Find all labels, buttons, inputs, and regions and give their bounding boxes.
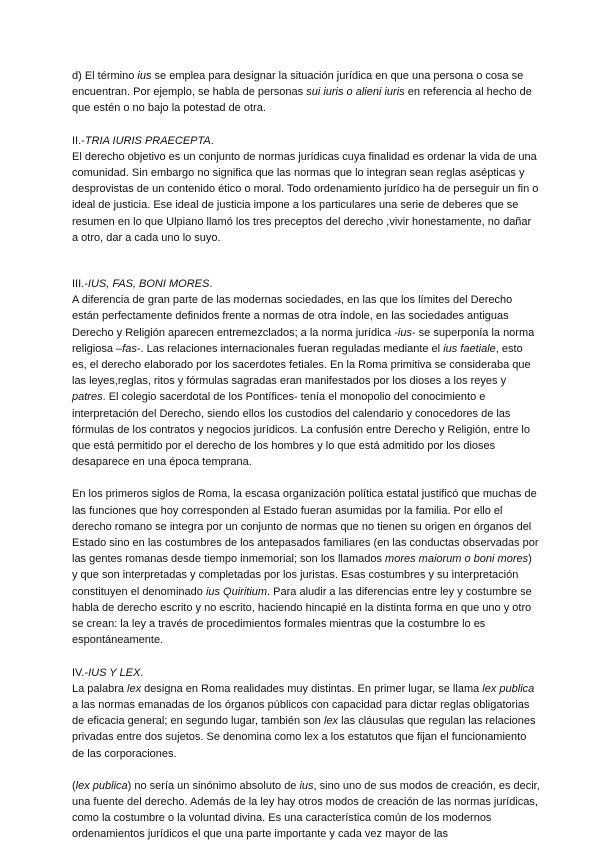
heading-tria-iuris-praecepta: II.-TRIA IURIS PRAECEPTA.	[72, 134, 214, 147]
paragraph-derecho-religion: A diferencia de gran parte de las modernas sociedades, en las que los límites del Derecho están perfectamente definidos frente a normas de otra índole, en las sociedades antiguas Derecho y Religión aparecen entremezclados; a la norma jurídica -ius- se superponía la norma religiosa –fas-. Las relaciones internacionales fueran reguladas mediante el ius faetiale, esto es, el derecho elaborado por los sacerdotes fetiales. En la Roma primitiva se consideraba que las leyes,reglas, ritos y fórmulas sagradas eran manifestados por los dioses a los reyes y patres. El colegio sacerdotal de los Pontífices- tenía el monopolio del conocimiento e interpretación del Derecho, siendo ellos los custodios del calendario y conocedores de las fórmulas de los contratos y negocios jurídicos. La confusión entre Derecho y Religión, entre lo que está permitido por el derecho de los hombres y lo que está admitido por los dioses desaparece en una época temprana.	[72, 294, 535, 469]
paragraph-palabra-lex: La palabra lex designa en Roma realidades muy distintas. En primer lugar, se llama lex publica a las normas emanadas de los órganos públicos con capacidad para dictar reglas obligatorias de eficacia general; en segundo lugar, también son lex las cláusulas que regulan las relaciones privadas entre dos sujetos. Se denomina como lex a los estatutos que fijan el funcionamiento de las corporaciones.	[72, 682, 536, 760]
paragraph-tria-iuris: El derecho objetivo es un conjunto de normas jurídicas cuya finalidad es ordenar la vida de una comunidad. Sin embargo no significa que las normas que lo integran sean reglas asépticas y desprovistas de un contenido ético o moral. Todo ordenamiento jurídico ha de perseguir un fin o ideal de justicia. Ese ideal de justicia impone a los particulares una serie de deberes que se resumen en lo que Ulpiano llamó los tres preceptos del derecho ,vivir honestamente, no dañar a otro, dar a cada uno lo suyo.	[72, 150, 539, 244]
paragraph-primeros-siglos: En los primeros siglos de Roma, la escasa organización política estatal justificó que muchas de las funciones que hoy corresponden al Estado fueran asumidas por la familia. Por ello el derecho romano se integra por un conjunto de normas que no tienen su origen en órganos del Estado sino en las costumbres de los antepasados familiares (en las conductas observadas por las gentes romanas desde tiempo inmemorial; son los llamados mores maiorum o boni mores) y que son interpretadas y completadas por los juristas. Esas costumbres y su interpretación constituyen el denominado ius Quiritium. Para aludir a las diferencias entre ley y costumbre se habla de derecho escrito y no escrito, haciendo hincapié en la distinta forma en que uno y otro se crean: la ley a través de procedimientos formales mientras que la costumbre lo es espontáneamente.	[72, 488, 539, 647]
heading-ius-y-lex: IV.-IUS Y LEX.	[72, 666, 144, 679]
paragraph-d: d) El término ius se emplea para designar la situación jurídica en que una persona o cosa se encuentran. Por ejemplo, se habla de personas sui iuris o alieni iuris en referencia al hecho de que estén o no bajo la potestad de otra.	[72, 70, 532, 115]
heading-ius-fas-boni-mores: III.-IUS, FAS, BONI MORES.	[72, 278, 213, 291]
paragraph-lex-publica: (lex publica) no sería un sinónimo absoluto de ius, sino uno de sus modos de creación, es decir, una fuente del derecho. Además de la ley hay otros modos de creación de las normas jurídicas, como la costumbre o la voluntad divina. Es una característica común de los modernos ordenamientos jurídicos el que una parte importante y cada vez mayor de las	[72, 779, 540, 841]
